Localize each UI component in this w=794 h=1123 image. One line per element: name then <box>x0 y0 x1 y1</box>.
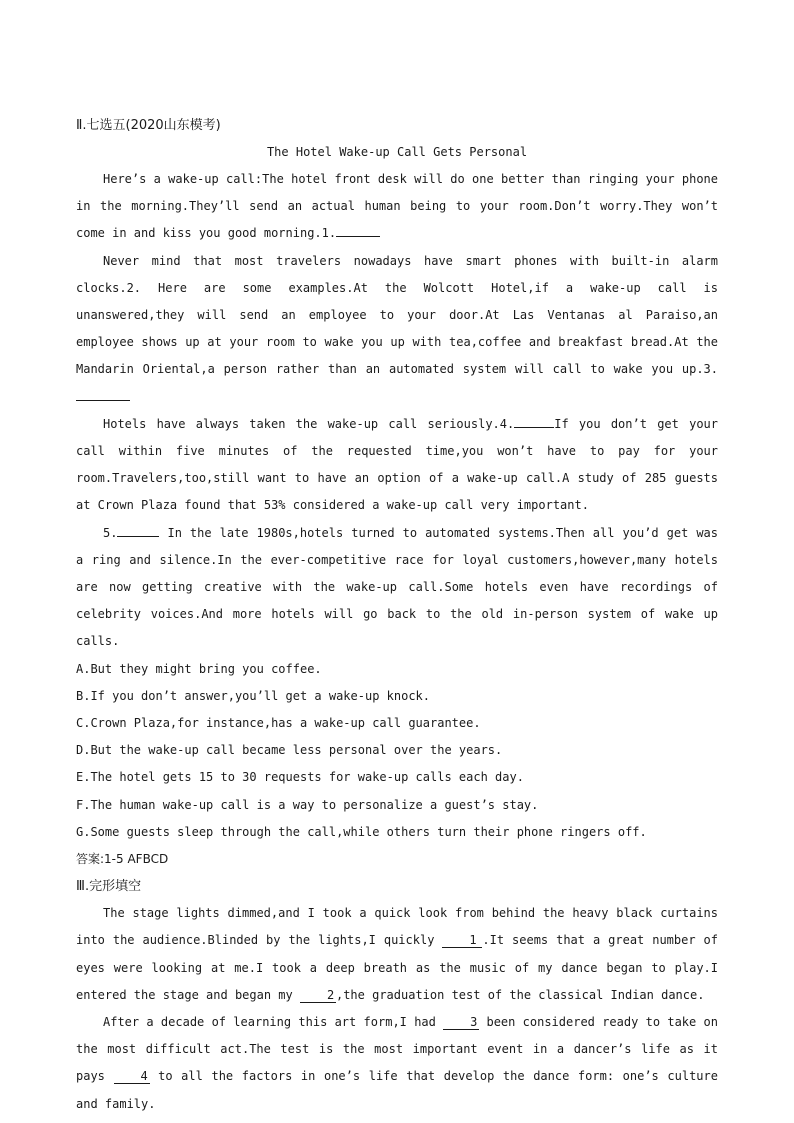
answer-blank-3[interactable] <box>76 386 130 401</box>
paragraph-3: Hotels have always taken the wake-up call seriously.4. If you don’t get your call within five minutes of the requested time,you won’t have to pay for your room.Travelers,too,still want to have an option of a wake-up call.A study of 285 guests at Crown Plaza found that 53% considered a wake-up call very important. <box>76 411 718 520</box>
section-heading-cloze: Ⅲ.完形填空 <box>76 879 142 895</box>
option-c: C.Crown Plaza,for instance,has a wake-up call guarantee. <box>76 716 481 731</box>
document-page <box>76 112 718 1118</box>
cloze-blank-2[interactable]: 2 <box>300 988 336 1003</box>
option-a: A.But they might bring you coffee. <box>76 661 322 676</box>
cloze-blank-1[interactable]: 1 <box>442 933 482 948</box>
answer-key: 答案:1-5 AFBCD <box>76 851 169 866</box>
option-b: B.If you don’t answer,you’ll get a wake-up knock. <box>76 688 431 703</box>
cloze-blank-3[interactable]: 3 <box>443 1015 479 1030</box>
answer-blank-4[interactable] <box>514 413 554 428</box>
answer-blank-1[interactable] <box>336 222 380 237</box>
passage-title: The Hotel Wake-up Call Gets Personal <box>266 145 528 159</box>
answer-blank-5[interactable] <box>117 522 159 537</box>
option-d: D.But the wake-up call became less personal over the years. <box>76 743 503 758</box>
paragraph-2: Never mind that most travelers nowadays have smart phones with built-in alarm clocks.2. Here are some examples.At the Wolcott Hotel,if a wake-up call is unanswered,they will send an employee to your door.At Las Ventanas al Paraiso,an employee shows up at your room to wake you up with tea,coffee and breakfast bread.At the Mandarin Oriental,a person rather than an automated system will call to wake you up.3. <box>76 248 718 411</box>
paragraph-4: 5. In the late 1980s,hotels turned to automated systems.Then all you’d get was a ring and silence.In the ever-competitive race for loyal customers,however,many hotels are now getting creative with the wake-up call.Some hotels even have recordings of celebrity voices.And more hotels will go back to the old in-person system of wake up calls. <box>76 520 718 656</box>
section-heading-seven-choose-five: Ⅱ.七选五(2020山东模考) <box>76 118 221 133</box>
paragraph-1: Here’s a wake-up call:The hotel front desk will do one better than ringing your phone in the morning.They’ll send an actual human being to your room.Don’t worry.They won’t come in and kiss you good morning.1. <box>76 172 718 241</box>
option-g: G.Some guests sleep through the call,while others turn their phone ringers off. <box>76 824 647 839</box>
option-e: E.The hotel gets 15 to 30 requests for wake-up calls each day. <box>76 770 524 785</box>
option-f: F.The human wake-up call is a way to personalize a guest’s stay. <box>76 797 539 812</box>
cloze-paragraph-1: The stage lights dimmed,and I took a quick look from behind the heavy black curtains into the audience.Blinded by the lights,I quickly 1 .It seems that a great number of eyes were looking at me.I took a deep breath as the music of my dance began to play.I entered the stage and began my 2 ,the graduation test of the classical Indian dance. <box>76 906 718 1002</box>
cloze-paragraph-2: After a decade of learning this art form,I had 3 been considered ready to take on the most difficult act.The test is the most important event in a dancer’s life as it pays 4 to all the factors in one’s life that develop the dance form: one’s culture and family. <box>76 1014 718 1111</box>
cloze-blank-4[interactable]: 4 <box>114 1069 150 1084</box>
